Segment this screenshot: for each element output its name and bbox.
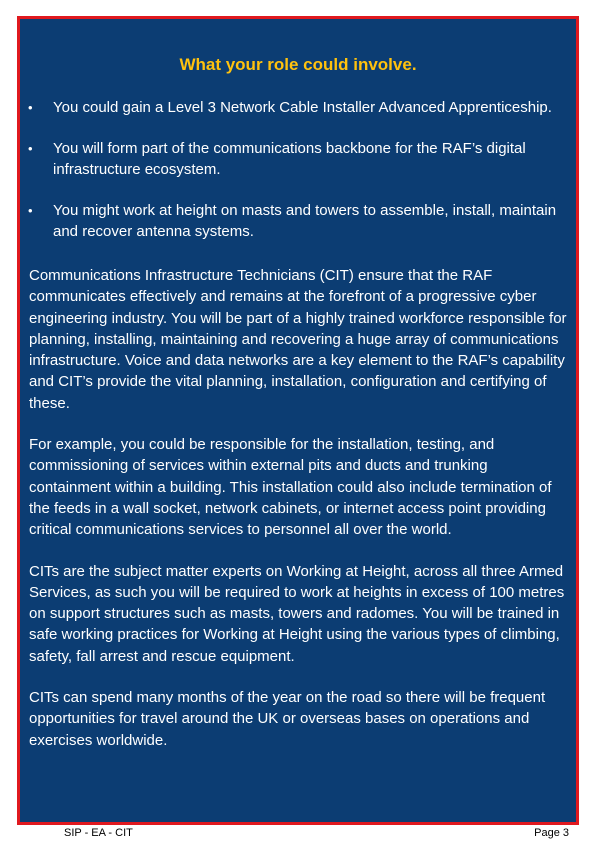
footer-page-number: Page 3 <box>534 827 569 839</box>
bullet-icon: • <box>28 100 33 115</box>
bullet-text: You could gain a Level 3 Network Cable Installer Advanced Apprenticeship. <box>53 99 552 116</box>
paragraph-travel: CITs can spend many months of the year on the road so there will be frequent opportunities for travel around the UK or overseas bases on operations and exercises worldwide. <box>29 689 546 749</box>
paragraph-installation-example: For example, you could be responsible for the installation, testing, and commissioning of services within external pits and ducts and trunking containment within a building. This installation could also include termination of the feeds in a wall socket, network cabinets, or internet access point providing critical communications services to personnel all over the world. <box>29 436 552 539</box>
footer-document-code: SIP - EA - CIT <box>64 827 133 839</box>
bullet-item-2 <box>20 138 576 180</box>
bullet-item-1 <box>20 97 576 118</box>
bullet-icon: • <box>28 141 33 156</box>
bullet-item-3 <box>20 200 576 242</box>
bullet-text: You will form part of the communications backbone for the RAF’s digital infrastructure ecosystem. <box>53 140 526 178</box>
paragraph-cit-overview: Communications Infrastructure Technicians (CIT) ensure that the RAF communicates effectively and remains at the forefront of a progressive cyber engineering industry. You will be part of a highly trained workforce responsible for planning, installing, maintaining and recovering a huge array of communications infrastructure. Voice and data networks are a key element to the RAF’s capability and CIT’s provide the vital planning, installation, configuration and certifying of these. <box>29 267 567 412</box>
paragraph-working-at-height: CITs are the subject matter experts on Working at Height, across all three Armed Services, as such you will be required to work at heights in excess of 100 metres on support structures such as masts, towers and radomes. You will be trained in safe working practices for Working at Height using the various types of climbing, safety, fall arrest and rescue equipment. <box>29 562 565 665</box>
content-panel <box>17 16 579 825</box>
bullet-text: You might work at height on masts and towers to assemble, install, maintain and recover antenna systems. <box>53 202 557 240</box>
bullet-icon: • <box>28 203 33 218</box>
body-text <box>29 265 571 771</box>
bullet-list <box>20 97 576 262</box>
section-heading: What your role could involve. <box>179 55 417 74</box>
